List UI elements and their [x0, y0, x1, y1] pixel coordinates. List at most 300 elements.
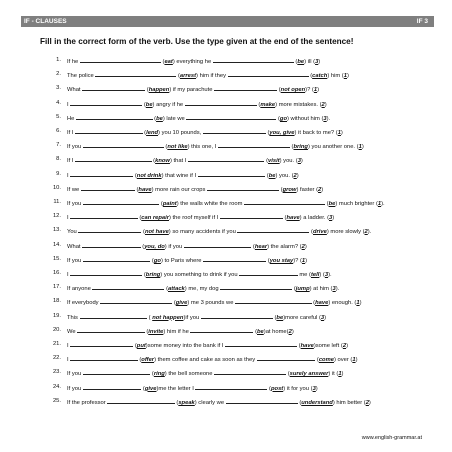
verb-hint: go [279, 115, 288, 122]
sentence-text: ) him if they [196, 73, 228, 80]
sentence-text: ) you. ( [279, 158, 298, 165]
verb-hint: paint [162, 201, 177, 208]
verb-hint: 3 [332, 286, 336, 293]
sentence-text: If anyone [67, 286, 93, 293]
item-number: 21. [52, 341, 61, 348]
sentence-text: If I [67, 130, 76, 137]
verb-hint: know [155, 158, 170, 165]
verb-hint: invite [148, 328, 164, 335]
verb-hint: 1 [377, 201, 382, 208]
item-number: 4. [56, 99, 61, 106]
item-number: 16. [52, 270, 61, 277]
sentence-text: ( [142, 101, 146, 108]
sentence-text: ( [160, 59, 165, 65]
sentence-text: ) him if he [163, 328, 191, 335]
exercise-item [48, 227, 428, 236]
sentence-text: )some left ( [313, 343, 343, 350]
verb-hint: speak [178, 399, 195, 406]
answer-blank[interactable] [220, 213, 283, 219]
exercise-item [48, 341, 428, 350]
exercise-item [48, 57, 428, 66]
sentence-text: If you [67, 257, 83, 264]
sentence-text: ) [361, 144, 364, 151]
sentence-text: ) if my parachute [169, 87, 215, 94]
sentence-text: ( [272, 314, 277, 321]
item-number: 7. [56, 142, 61, 149]
sentence-text: You [67, 229, 79, 236]
sentence-text: ) me 3 pounds we [187, 300, 236, 307]
sentence-text: ) you 10 pounds, [158, 130, 203, 137]
answer-blank[interactable] [83, 384, 142, 390]
sentence-text: ) if you [164, 243, 184, 250]
item-number: 18. [52, 298, 61, 305]
verb-hint: 2 [288, 328, 292, 335]
item-number: 10. [52, 184, 61, 191]
verb-hint: 2 [301, 243, 305, 250]
verb-hint: can repair [141, 215, 169, 222]
verb-hint: happen [148, 87, 170, 94]
header-level: IF 3 [416, 18, 428, 25]
sentence-text: ( [164, 286, 169, 293]
verb-hint: 2 [364, 229, 368, 236]
answer-blank[interactable] [225, 341, 297, 347]
verb-hint: be [328, 201, 336, 208]
sentence-text: ) [340, 130, 343, 137]
verb-hint: not have [144, 229, 169, 236]
sentence-text: ) [341, 371, 344, 378]
verb-hint: have [315, 300, 329, 307]
answer-blank[interactable] [82, 242, 141, 248]
footer-url: www.english-grammar.at [361, 435, 422, 441]
sentence-text: )? ( [305, 87, 314, 94]
sentence-text: ) that I [169, 158, 188, 165]
sentence-text: ( [140, 243, 145, 250]
sentence-text: ( [144, 328, 149, 335]
sentence-text: If you [67, 371, 83, 378]
sentence-text: ) [300, 158, 303, 165]
item-number: 25. [52, 397, 61, 404]
sentence-text: ( [265, 130, 270, 137]
verb-hint: be [145, 101, 153, 108]
sentence-text: ( [141, 385, 145, 392]
answer-blank[interactable] [75, 156, 152, 162]
sentence-text: ) [324, 101, 327, 108]
answer-blank[interactable] [70, 213, 138, 219]
answer-blank[interactable] [203, 256, 266, 262]
sentence-text: ( [266, 257, 270, 264]
verb-hint: grow [282, 186, 297, 193]
sentence-text: ) you. ( [275, 172, 294, 179]
exercise-item [48, 369, 428, 378]
answer-blank[interactable] [83, 199, 160, 205]
verb-hint: ring [153, 371, 165, 378]
sentence-text: ) [315, 385, 318, 392]
answer-blank[interactable] [80, 57, 161, 63]
answer-blank[interactable] [190, 327, 253, 333]
sentence-text: ( [163, 144, 168, 151]
sentence-text: ) me, my dog [184, 286, 221, 293]
verb-hint: post [270, 385, 284, 392]
exercise-item [48, 284, 428, 293]
sentence-text: ) him better ( [332, 399, 366, 406]
item-number: 23. [52, 369, 61, 376]
sentence-text: ( [133, 343, 137, 350]
exercise-item [48, 71, 428, 80]
verb-hint: not drink [136, 172, 162, 179]
sentence-text: ( [152, 115, 157, 122]
answer-blank[interactable] [75, 128, 143, 134]
answer-blank[interactable] [83, 256, 151, 262]
verb-hint: give [175, 300, 188, 307]
sentence-text: ) that wine if I [161, 172, 198, 179]
sentence-text: ) it ( [328, 371, 339, 378]
sentence-text: ) without him ( [287, 115, 324, 122]
sentence-text: ) [318, 59, 321, 65]
sentence-text: ( [133, 172, 137, 179]
item-number: 9. [56, 170, 61, 177]
verb-hint: 1 [313, 87, 318, 94]
sentence-text: ). [367, 229, 372, 236]
item-number: 20. [52, 326, 61, 333]
sentence-text: ) it for you ( [283, 385, 313, 392]
answer-blank[interactable] [244, 199, 325, 205]
sentence-text: ) [346, 73, 349, 80]
sentence-text: I [67, 172, 71, 179]
exercise-item [48, 185, 428, 194]
sentence-text: ). [326, 115, 331, 122]
sentence-text: ) [324, 314, 327, 321]
sentence-text: ) everything he [172, 59, 213, 65]
verb-hint: be [156, 115, 163, 122]
sentence-text: ( [309, 229, 313, 236]
verb-hint: 1 [352, 357, 356, 364]
exercise-item [48, 199, 428, 208]
answer-blank[interactable] [82, 85, 145, 91]
exercise-item [48, 114, 428, 123]
sentence-text: ( [308, 73, 313, 80]
item-number: 17. [52, 284, 61, 291]
answer-blank[interactable] [81, 185, 135, 191]
verb-hint: hear [254, 243, 268, 250]
sentence-text: If you [67, 201, 83, 208]
verb-hint: 1 [356, 300, 360, 307]
answer-blank[interactable] [239, 270, 298, 276]
sentence-text: ) more mistakes. ( [275, 101, 322, 108]
sentence-text: ( [256, 101, 261, 108]
item-number: 22. [52, 355, 61, 362]
sentence-text: ) over ( [333, 357, 353, 364]
exercise-item [48, 100, 428, 109]
sentence-text: ( [286, 371, 290, 378]
instruction: Fill in the correct form of the verb. Use the type given at the end of the sentence! [40, 37, 354, 46]
sentence-text: ). [335, 286, 340, 293]
verb-hint: 3 [324, 272, 329, 279]
answer-blank[interactable] [214, 369, 286, 375]
verb-hint: jump [295, 286, 310, 293]
sentence-text: ( [315, 357, 319, 364]
item-number: 2. [56, 71, 61, 78]
sentence-text: What [67, 243, 83, 250]
sentence-text: ) you something to drink if you [160, 272, 240, 279]
answer-blank[interactable] [214, 85, 277, 91]
item-number: 3. [56, 85, 61, 92]
sentence-text: ). [381, 201, 385, 208]
sentence-text: ) [296, 172, 299, 179]
sentence-text: ) [317, 87, 320, 94]
sentence-text: )some money into the bank if I [145, 343, 226, 350]
verb-hint: make [260, 101, 276, 108]
verb-hint: be [257, 328, 264, 335]
answer-blank[interactable] [77, 327, 145, 333]
exercise-item [48, 313, 428, 322]
answer-blank[interactable] [100, 298, 172, 304]
verb-hint: have [286, 215, 300, 222]
sentence-text: ( [253, 328, 257, 335]
sentence-text: ) this one, I [187, 144, 218, 151]
item-number: 6. [56, 128, 61, 135]
verb-hint: 1 [337, 130, 341, 137]
verb-hint: 1 [358, 144, 362, 151]
answer-blank[interactable] [220, 284, 292, 290]
sentence-text: ( [279, 186, 283, 193]
sentence-text: ) so many accidents if you [168, 229, 238, 236]
verb-hint: bring [145, 272, 161, 279]
sentence-text: ( [264, 158, 269, 165]
verb-hint: 1 [338, 371, 342, 378]
sentence-text: me ( [297, 272, 311, 279]
answer-blank[interactable] [207, 185, 279, 191]
answer-blank[interactable] [80, 313, 148, 319]
answer-blank[interactable] [70, 171, 133, 177]
sentence-text: The police [67, 73, 96, 80]
sentence-text: ) him ( [327, 73, 344, 80]
verb-hint: 3 [329, 215, 333, 222]
answer-blank[interactable] [92, 284, 164, 290]
verb-hint: have [138, 186, 152, 193]
item-number: 24. [52, 383, 61, 390]
exercise-item [48, 128, 428, 137]
sentence-text: ) [355, 357, 358, 364]
verb-hint: visit [268, 158, 280, 165]
sentence-text: ( [134, 186, 139, 193]
verb-hint: tell [310, 272, 320, 279]
answer-blank[interactable] [195, 384, 267, 390]
sentence-text: ) the bell someone [164, 371, 215, 378]
verb-hint: bring [293, 144, 308, 151]
exercise-item [48, 171, 428, 180]
verb-hint: understand [301, 399, 333, 406]
verb-hint: 3 [323, 115, 327, 122]
sentence-text: What [67, 87, 83, 94]
sentence-text: ) at him ( [309, 286, 333, 293]
item-number: 5. [56, 113, 61, 120]
sentence-text: ( [137, 215, 142, 222]
exercise-item [48, 142, 428, 151]
answer-blank[interactable] [237, 227, 309, 233]
exercise-item [48, 298, 428, 307]
sentence-text: ( [293, 59, 298, 65]
sentence-text: ( [176, 73, 180, 80]
verb-hint: go [153, 257, 161, 264]
verb-hint: 2 [342, 343, 347, 350]
verb-hint: you, do [144, 243, 165, 250]
verb-hint: catch [312, 73, 328, 80]
sentence-text: ) them coffee and cake as soon as they [154, 357, 257, 364]
verb-hint: 3 [312, 385, 316, 392]
sentence-text: I [67, 343, 71, 350]
answer-blank[interactable] [257, 355, 316, 361]
worksheet-header [21, 16, 434, 27]
answer-blank[interactable] [185, 100, 257, 106]
sentence-text: I [67, 357, 71, 364]
answer-blank[interactable] [184, 242, 252, 248]
sentence-text: ) more slowly ( [326, 229, 365, 236]
verb-hint: 2 [318, 186, 322, 193]
verb-hint: 2 [365, 399, 369, 406]
sentence-text: ). [328, 272, 332, 279]
sentence-text: ) [291, 328, 294, 335]
verb-hint: come [318, 357, 334, 364]
verb-hint: drive [312, 229, 327, 236]
sentence-text: ( [251, 243, 255, 250]
answer-blank[interactable] [83, 142, 164, 148]
sentence-text: ) ( [319, 272, 325, 279]
exercise-item [48, 355, 428, 364]
answer-blank[interactable] [226, 398, 298, 404]
sentence-text: ( [159, 201, 163, 208]
sentence-text: He [67, 115, 77, 122]
header-title: IF - CLAUSES [24, 18, 67, 25]
verb-hint: 3 [320, 314, 325, 321]
exercise-item [48, 256, 428, 265]
sentence-text: If we [67, 186, 81, 193]
answer-blank[interactable] [76, 114, 153, 120]
verb-hint: 1 [343, 73, 347, 80]
answer-blank[interactable] [203, 128, 266, 134]
item-number: 12. [52, 213, 61, 220]
sentence-text: ) [332, 215, 335, 222]
sentence-text: ) late we [162, 115, 187, 122]
sentence-text: ( [267, 385, 271, 392]
item-number: 8. [56, 156, 61, 163]
verb-hint: surely answer [289, 371, 329, 378]
verb-hint: 3 [297, 158, 301, 165]
answer-blank[interactable] [70, 355, 138, 361]
sentence-text: )me the letter I [156, 385, 196, 392]
answer-blank[interactable] [235, 298, 312, 304]
verb-hint: be [297, 59, 305, 65]
item-number: 13. [52, 227, 61, 234]
sentence-text: ) to Paris where [160, 257, 204, 264]
sentence-text: If he [67, 59, 80, 65]
sentence-text: ) the roof myself if I [169, 215, 220, 222]
answer-blank[interactable] [70, 341, 133, 347]
sentence-text: ( [174, 399, 179, 406]
sentence-text: ( [151, 158, 156, 165]
verb-hint: be [268, 172, 276, 179]
answer-blank[interactable] [95, 71, 176, 77]
verb-hint: 2 [321, 101, 325, 108]
sentence-text: ) clearly we [194, 399, 226, 406]
exercise-item [48, 242, 428, 251]
verb-hint: attack [168, 286, 185, 293]
verb-hint: you, give [269, 130, 295, 137]
answer-blank[interactable] [70, 270, 142, 276]
sentence-text: ( [325, 201, 329, 208]
sentence-text: ( [145, 87, 149, 94]
answer-blank[interactable] [201, 313, 273, 319]
answer-blank[interactable] [78, 227, 141, 233]
verb-hint: offer [141, 357, 155, 364]
sentence-text: ( [172, 300, 176, 307]
sentence-text: ) [304, 243, 307, 250]
sentence-text: I [67, 101, 71, 108]
sentence-text: ) the alarm? ( [267, 243, 302, 250]
answer-blank[interactable] [213, 57, 294, 63]
exercise-item [48, 384, 428, 393]
sentence-text: ( [137, 357, 142, 364]
verb-hint: not like [167, 144, 188, 151]
sentence-text: We [67, 328, 78, 335]
sentence-text: ) ill ( [304, 59, 316, 65]
verb-hint: 3 [315, 59, 319, 65]
sentence-text: ) the walls white the room [176, 201, 245, 208]
verb-hint: be [276, 314, 284, 321]
item-number: 19. [52, 312, 61, 319]
sentence-text: ( [147, 314, 153, 321]
sentence-text: ) enough. ( [328, 300, 357, 307]
answer-blank[interactable] [107, 398, 175, 404]
item-number: 15. [52, 255, 61, 262]
exercise-item [48, 213, 428, 222]
sentence-text: ) [305, 257, 308, 264]
sentence-text: ( [150, 371, 154, 378]
sentence-text: ) you another one. ( [307, 144, 359, 151]
sentence-text: If the professor [67, 399, 108, 406]
item-number: 11. [53, 199, 61, 206]
sentence-text: I [67, 272, 71, 279]
answer-blank[interactable] [228, 71, 309, 77]
sentence-text: )? ( [293, 257, 302, 264]
answer-blank[interactable] [186, 114, 276, 120]
sentence-text: )at home( [263, 328, 289, 335]
sentence-text: ( [292, 286, 296, 293]
item-number: 1. [56, 57, 61, 63]
verb-hint: 1 [301, 257, 306, 264]
sentence-text: ) [359, 300, 362, 307]
answer-blank[interactable] [218, 142, 290, 148]
sentence-text: I [67, 215, 71, 222]
sentence-text: ) a ladder. ( [299, 215, 329, 222]
sentence-text: )more careful ( [283, 314, 321, 321]
sentence-text: ( [289, 144, 294, 151]
exercise-list [48, 57, 428, 412]
answer-blank[interactable] [198, 171, 266, 177]
verb-hint: lend [146, 130, 159, 137]
verb-hint: arrest [179, 73, 197, 80]
sentence-text: ) it back to me? ( [294, 130, 338, 137]
answer-blank[interactable] [83, 369, 151, 375]
sentence-text: )if you [183, 314, 201, 321]
verb-hint: not open [280, 87, 306, 94]
sentence-text: If you [67, 385, 83, 392]
sentence-text: ) [321, 186, 324, 193]
exercise-item [48, 270, 428, 279]
answer-blank[interactable] [70, 100, 142, 106]
exercise-item [48, 398, 428, 407]
answer-blank[interactable] [188, 156, 265, 162]
sentence-text: ( [276, 115, 280, 122]
